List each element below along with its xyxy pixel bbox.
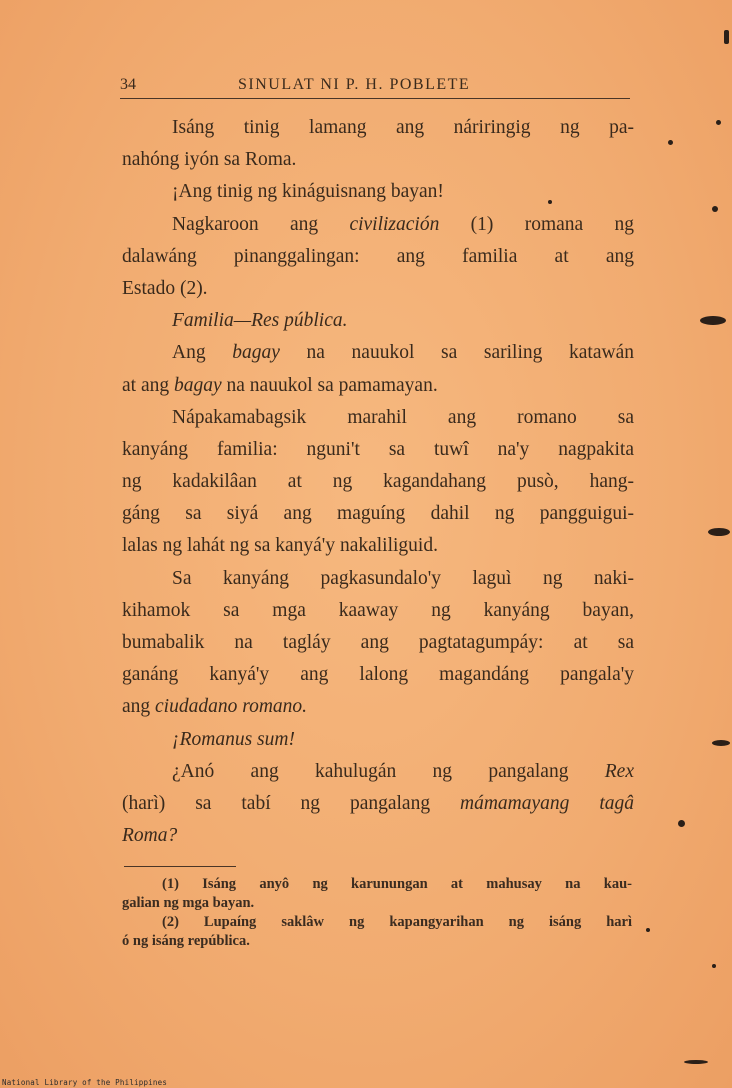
footnotes — [122, 875, 632, 951]
text-line: ng kadakilâan at ng kagandahang pusò, hang- — [122, 471, 634, 493]
text-line: bumabalik na tagláy ang pagtatagumpáy: at sa — [122, 632, 634, 653]
footnote-line: galian ng mga bayan. — [122, 895, 255, 911]
italic-term: Roma? — [122, 825, 178, 847]
italic-term: mámamayang tagâ — [460, 792, 634, 814]
ink-spot — [700, 316, 726, 325]
ink-spot — [668, 140, 673, 145]
text-line: lalas ng lahát ng sa kanyá'y nakaliliguid. — [122, 535, 438, 557]
italic-term: ciudadano romano. — [155, 696, 308, 718]
running-title: SINULAT NI P. H. POBLETE — [238, 76, 471, 93]
ink-spot — [708, 528, 730, 536]
ink-spot — [712, 964, 716, 968]
text-line: Nagkaroon ang civilización (1) romana ng — [172, 213, 634, 235]
library-credit: National Library of the Philippines — [2, 1078, 168, 1087]
footnote-line: (1) Isáng anyô ng karunungan at mahusay na kau- — [162, 876, 632, 892]
italic-term: ¡Romanus sum! — [172, 728, 295, 750]
text-line: Sa kanyáng pagkasundalo'y laguì ng naki- — [172, 567, 634, 589]
text-line: at ang bagay na nauukol sa pamamayan. — [122, 374, 438, 396]
text-line — [122, 305, 634, 337]
italic-term: Rex — [604, 760, 634, 782]
italic-term: Familia—Res pública. — [172, 310, 348, 332]
text-line: nahóng iyón sa Roma. — [122, 149, 297, 171]
italic-term: civilización — [349, 213, 440, 235]
text-line: Ang bagay na nauukol sa sariling katawán — [172, 342, 634, 364]
body-text — [122, 112, 634, 852]
text-line: kihamok sa mga kaaway ng kanyáng bayan, — [122, 599, 634, 621]
text-line — [122, 820, 634, 852]
text-line: kanyáng familia: nguni't sa tuwî na'y nagpakita — [122, 438, 634, 460]
text-line: Isáng tinig lamang ang náriringig ng pa- — [172, 117, 634, 138]
italic-term: bagay — [232, 342, 280, 364]
text-line: gáng sa siyá ang maguíng dahil ng pangguigui- — [122, 503, 634, 525]
text-line: dalawáng pinanggalingan: ang familia at ang — [122, 245, 634, 267]
ink-spot — [646, 928, 650, 932]
italic-term: bagay — [173, 374, 222, 396]
ink-spot — [684, 1060, 708, 1064]
text-line: ganáng kanyá'y ang lalong magandáng pangala'y — [122, 664, 634, 686]
ink-spot — [716, 120, 721, 125]
footnote-rule — [124, 866, 236, 867]
page-number: 34 — [120, 76, 136, 93]
text-line — [122, 724, 634, 756]
footnote-line: ó ng isáng república. — [122, 933, 250, 949]
text-line: Estado (2). — [122, 277, 208, 299]
ink-spot — [712, 740, 730, 746]
text-line: Nápakamabagsik marahil ang romano sa — [172, 406, 634, 428]
text-line: ¡Ang tinig ng kináguisnang bayan! — [172, 181, 444, 203]
ink-spot — [724, 30, 729, 44]
ink-spot — [678, 820, 685, 827]
footnote-line: (2) Lupaíng saklâw ng kapangyarihan ng isáng harì — [162, 914, 632, 930]
ink-spot — [548, 200, 552, 204]
ink-spot — [712, 206, 718, 212]
text-line: (harì) sa tabí ng pangalang mámamayang tagâ — [122, 792, 634, 814]
text-line: ang ciudadano romano. — [122, 696, 308, 718]
text-line: ¿Anó ang kahulugán ng pangalang Rex — [172, 760, 634, 782]
page-header — [120, 74, 630, 99]
